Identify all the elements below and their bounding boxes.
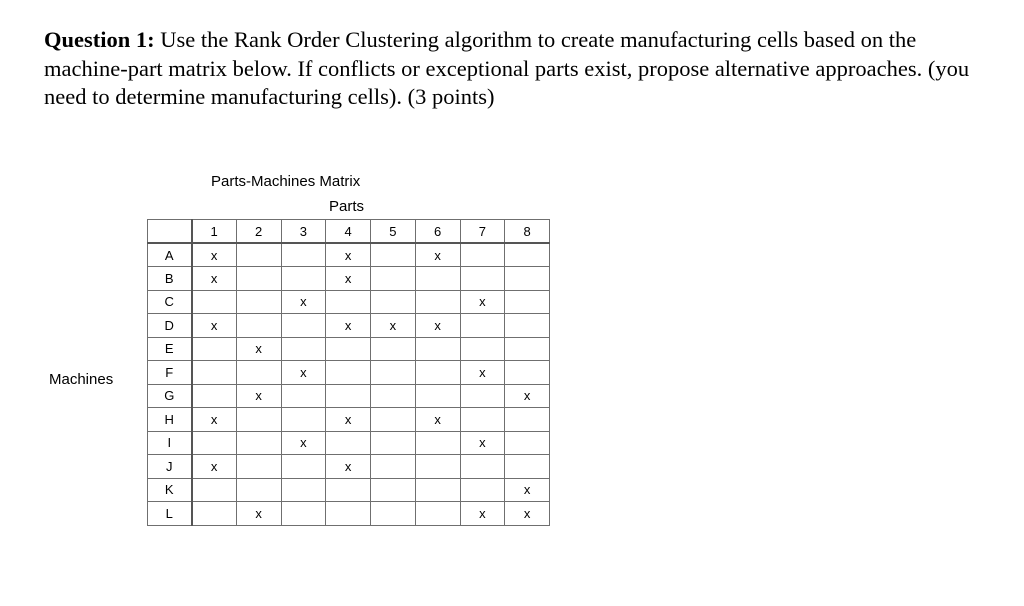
- matrix-cell-H-6: x: [415, 408, 460, 432]
- part-header-2: 2: [236, 220, 281, 244]
- matrix-cell-L-2: x: [236, 502, 281, 526]
- matrix-cell-F-3: x: [281, 361, 326, 385]
- question-label: Question 1:: [44, 27, 155, 52]
- matrix-cell-C-4: [326, 290, 371, 314]
- machine-label-K: K: [148, 478, 192, 502]
- matrix-cell-J-8: [505, 455, 550, 479]
- machine-label-C: C: [148, 290, 192, 314]
- matrix-cell-K-1: [192, 478, 237, 502]
- machine-label-L: L: [148, 502, 192, 526]
- matrix-cell-C-2: [236, 290, 281, 314]
- matrix-cell-F-4: [326, 361, 371, 385]
- matrix-cell-E-2: x: [236, 337, 281, 361]
- matrix-cell-A-2: [236, 243, 281, 267]
- matrix-cell-I-5: [371, 431, 416, 455]
- matrix-cell-F-1: [192, 361, 237, 385]
- matrix-cell-E-8: [505, 337, 550, 361]
- matrix-cell-D-1: x: [192, 314, 237, 338]
- matrix-cell-J-4: x: [326, 455, 371, 479]
- matrix-cell-J-7: [460, 455, 505, 479]
- matrix-cell-F-6: [415, 361, 460, 385]
- part-header-7: 7: [460, 220, 505, 244]
- matrix-cell-G-7: [460, 384, 505, 408]
- matrix-title: Parts-Machines Matrix: [211, 173, 361, 190]
- matrix-cell-H-4: x: [326, 408, 371, 432]
- matrix-cell-C-6: [415, 290, 460, 314]
- matrix-cell-A-6: x: [415, 243, 460, 267]
- matrix-cell-K-5: [371, 478, 416, 502]
- matrix-cell-H-1: x: [192, 408, 237, 432]
- machine-row-K: [148, 478, 550, 502]
- matrix-cell-E-6: [415, 337, 460, 361]
- matrix-cell-G-1: [192, 384, 237, 408]
- matrix-cell-B-3: [281, 267, 326, 291]
- machine-row-B: [148, 267, 550, 291]
- machine-row-L: [148, 502, 550, 526]
- machine-label-F: F: [148, 361, 192, 385]
- machine-label-D: D: [148, 314, 192, 338]
- matrix-cell-C-7: x: [460, 290, 505, 314]
- matrix-cell-E-3: [281, 337, 326, 361]
- part-header-3: 3: [281, 220, 326, 244]
- matrix-cell-D-8: [505, 314, 550, 338]
- matrix-cell-I-7: x: [460, 431, 505, 455]
- matrix-cell-I-3: x: [281, 431, 326, 455]
- matrix-cell-A-3: [281, 243, 326, 267]
- matrix-cell-G-2: x: [236, 384, 281, 408]
- matrix-cell-H-7: [460, 408, 505, 432]
- matrix-cell-I-8: [505, 431, 550, 455]
- matrix-cell-G-4: [326, 384, 371, 408]
- matrix-cell-K-6: [415, 478, 460, 502]
- matrix-cell-K-3: [281, 478, 326, 502]
- matrix-cell-E-4: [326, 337, 371, 361]
- machine-row-C: [148, 290, 550, 314]
- matrix-cell-C-5: [371, 290, 416, 314]
- matrix-cell-B-6: [415, 267, 460, 291]
- matrix-cell-E-7: [460, 337, 505, 361]
- matrix-corner-cell: [148, 220, 192, 244]
- matrix-cell-B-5: [371, 267, 416, 291]
- matrix-cell-L-4: [326, 502, 371, 526]
- matrix-cell-L-5: [371, 502, 416, 526]
- machine-row-H: [148, 408, 550, 432]
- part-header-6: 6: [415, 220, 460, 244]
- matrix-header-row: [148, 220, 550, 244]
- matrix-cell-J-6: [415, 455, 460, 479]
- question-text: [44, 26, 1004, 112]
- matrix-cell-I-2: [236, 431, 281, 455]
- matrix-cell-L-6: [415, 502, 460, 526]
- machine-row-I: [148, 431, 550, 455]
- matrix-cell-G-8: x: [505, 384, 550, 408]
- matrix-cell-K-4: [326, 478, 371, 502]
- matrix-cell-D-2: [236, 314, 281, 338]
- matrix-cell-C-8: [505, 290, 550, 314]
- matrix-cell-C-1: [192, 290, 237, 314]
- question-body: Use the Rank Order Clustering algorithm to create manufacturing cells based on the machine-part matrix below. If conflicts or exceptional parts exist, propose alternative approaches. (you need to determine manufacturing cells). (3 points): [44, 27, 970, 109]
- machine-row-D: [148, 314, 550, 338]
- matrix-cell-A-1: x: [192, 243, 237, 267]
- matrix-cell-G-3: [281, 384, 326, 408]
- matrix-cell-D-4: x: [326, 314, 371, 338]
- matrix-cell-E-1: [192, 337, 237, 361]
- matrix-cell-K-7: [460, 478, 505, 502]
- matrix-cell-G-6: [415, 384, 460, 408]
- machine-label-B: B: [148, 267, 192, 291]
- matrix-cell-B-7: [460, 267, 505, 291]
- matrix-cell-L-7: x: [460, 502, 505, 526]
- matrix-cell-D-5: x: [371, 314, 416, 338]
- matrix-cell-F-5: [371, 361, 416, 385]
- matrix-cell-J-2: [236, 455, 281, 479]
- matrix-cell-D-3: [281, 314, 326, 338]
- matrix-cell-A-8: [505, 243, 550, 267]
- matrix-cell-H-8: [505, 408, 550, 432]
- matrix-cell-F-8: [505, 361, 550, 385]
- matrix-cell-B-4: x: [326, 267, 371, 291]
- matrix-cell-F-2: [236, 361, 281, 385]
- parts-machines-matrix: [147, 219, 550, 526]
- machine-row-G: [148, 384, 550, 408]
- matrix-cell-D-6: x: [415, 314, 460, 338]
- matrix-cell-C-3: x: [281, 290, 326, 314]
- parts-axis-label: Parts: [329, 198, 365, 215]
- matrix-cell-K-8: x: [505, 478, 550, 502]
- part-header-1: 1: [192, 220, 237, 244]
- matrix-cell-I-4: [326, 431, 371, 455]
- matrix-cell-B-1: x: [192, 267, 237, 291]
- matrix-cell-E-5: [371, 337, 416, 361]
- matrix-cell-L-8: x: [505, 502, 550, 526]
- matrix-cell-I-1: [192, 431, 237, 455]
- part-header-5: 5: [371, 220, 416, 244]
- matrix-cell-J-1: x: [192, 455, 237, 479]
- machines-axis-label: Machines: [49, 371, 114, 388]
- matrix-cell-L-3: [281, 502, 326, 526]
- matrix-cell-J-3: [281, 455, 326, 479]
- machine-row-F: [148, 361, 550, 385]
- matrix-cell-K-2: [236, 478, 281, 502]
- matrix-cell-H-3: [281, 408, 326, 432]
- matrix-cell-B-2: [236, 267, 281, 291]
- machine-row-J: [148, 455, 550, 479]
- machine-label-G: G: [148, 384, 192, 408]
- machine-label-H: H: [148, 408, 192, 432]
- matrix-cell-H-5: [371, 408, 416, 432]
- machine-label-J: J: [148, 455, 192, 479]
- matrix-cell-I-6: [415, 431, 460, 455]
- matrix-cell-A-4: x: [326, 243, 371, 267]
- matrix-cell-L-1: [192, 502, 237, 526]
- matrix-cell-A-7: [460, 243, 505, 267]
- matrix-cell-B-8: [505, 267, 550, 291]
- machine-label-E: E: [148, 337, 192, 361]
- matrix-cell-G-5: [371, 384, 416, 408]
- part-header-4: 4: [326, 220, 371, 244]
- machine-label-A: A: [148, 243, 192, 267]
- matrix-cell-H-2: [236, 408, 281, 432]
- machine-row-A: [148, 243, 550, 267]
- machine-label-I: I: [148, 431, 192, 455]
- machine-row-E: [148, 337, 550, 361]
- part-header-8: 8: [505, 220, 550, 244]
- matrix-cell-F-7: x: [460, 361, 505, 385]
- matrix-cell-J-5: [371, 455, 416, 479]
- matrix-cell-D-7: [460, 314, 505, 338]
- matrix-cell-A-5: [371, 243, 416, 267]
